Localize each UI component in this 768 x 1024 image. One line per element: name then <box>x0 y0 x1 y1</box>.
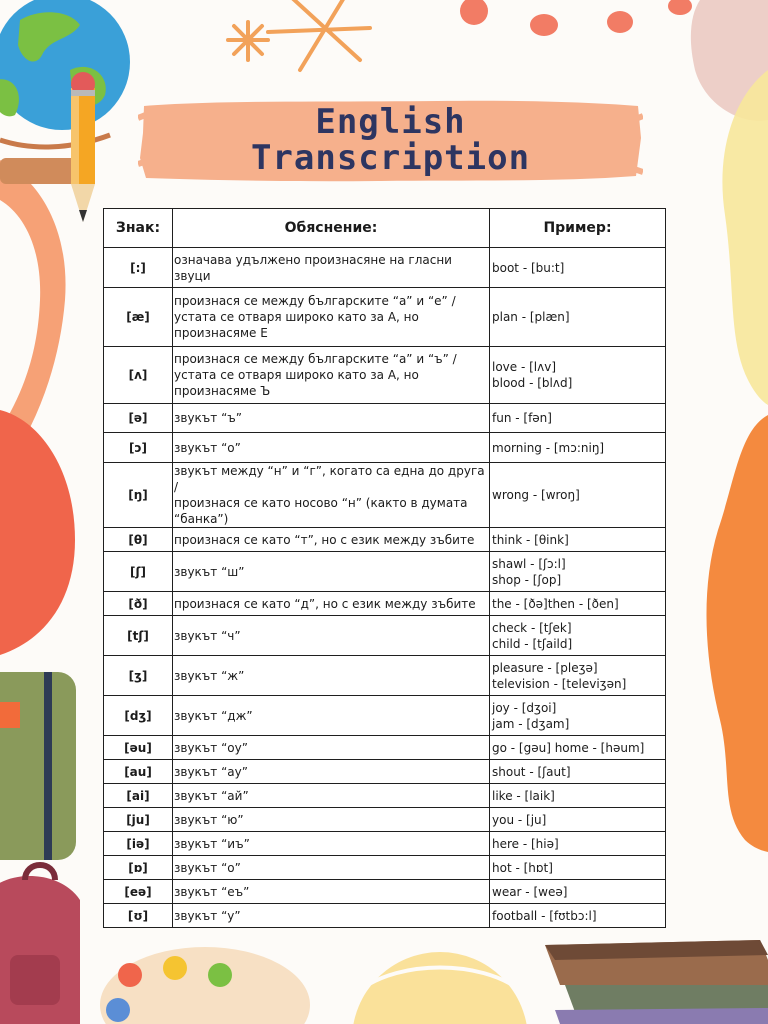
example-cell <box>490 760 666 784</box>
explanation-cell <box>173 760 490 784</box>
explanation-line: звукът “о” <box>174 440 241 455</box>
explanation-cell <box>173 404 490 433</box>
phonetic-symbol: [ʃ] <box>104 552 173 592</box>
example-cell <box>490 404 666 433</box>
example-line: think - [θink] <box>492 532 569 547</box>
example-line: plan - [plæn] <box>492 310 570 324</box>
explanation-cell <box>173 463 490 528</box>
explanation-line: звукът “ж” <box>174 668 245 683</box>
table-body <box>104 248 666 928</box>
example-cell <box>490 616 666 656</box>
phonetic-symbol: [eə] <box>104 880 173 904</box>
table-row <box>104 656 666 696</box>
coral-blob-left <box>0 410 75 655</box>
explanation-line: “банка”) <box>174 512 229 526</box>
explanation-line: звукът “ш” <box>174 564 245 579</box>
explanation-line: произнася се като носово “н” (както в думата <box>174 496 468 510</box>
explanation-line: звукът “ю” <box>174 812 244 827</box>
explanation-line: звукът “ч” <box>174 628 241 643</box>
explanation-line: звукът между “н” и “г”, когато са една до друга / <box>174 464 485 494</box>
coral-dot <box>530 14 558 36</box>
explanation-cell <box>173 616 490 656</box>
table-row <box>104 696 666 736</box>
phonetic-symbol: [ð] <box>104 592 173 616</box>
example-line: here - [hiə] <box>492 836 559 851</box>
example-line: joy - [dʒoi] <box>492 700 557 715</box>
explanation-cell <box>173 656 490 696</box>
example-line: fun - [fən] <box>492 411 552 425</box>
star-decoration <box>228 0 370 70</box>
phonetic-symbol: [θ] <box>104 528 173 552</box>
coral-dot <box>668 0 692 15</box>
explanation-cell <box>173 808 490 832</box>
explanation-line: произнася се между българските “а” и “е” / <box>174 294 456 308</box>
explanation-cell <box>173 347 490 404</box>
table-row <box>104 832 666 856</box>
table-row <box>104 760 666 784</box>
example-line: blood - [blʌd] <box>492 376 573 390</box>
explanation-cell <box>173 856 490 880</box>
books-illustration <box>545 940 768 1024</box>
explanation-line: звукът “еъ” <box>174 884 250 899</box>
pencil-illustration <box>71 72 95 222</box>
phonetic-symbol: [ʌ] <box>104 347 173 404</box>
explanation-cell <box>173 592 490 616</box>
example-line: shout - [ʃaut] <box>492 764 571 779</box>
example-cell <box>490 784 666 808</box>
example-cell <box>490 433 666 463</box>
header-example: Пример: <box>490 209 666 248</box>
explanation-line: звукът “ау” <box>174 764 248 779</box>
table-row <box>104 288 666 347</box>
table-row <box>104 528 666 552</box>
explanation-line: устата се отваря широко като за А, но <box>174 368 419 382</box>
explanation-line: звукът “иъ” <box>174 836 250 851</box>
example-cell <box>490 528 666 552</box>
table-row <box>104 404 666 433</box>
example-cell <box>490 288 666 347</box>
explanation-line: звукът “ъ” <box>174 411 242 425</box>
table-row <box>104 904 666 928</box>
example-line: like - [laik] <box>492 788 555 803</box>
example-cell <box>490 656 666 696</box>
explanation-line: звукът “у” <box>174 908 241 923</box>
example-cell <box>490 592 666 616</box>
coral-dot <box>460 0 488 25</box>
phonetic-symbol: [ʒ] <box>104 656 173 696</box>
table-row <box>104 736 666 760</box>
table-row <box>104 463 666 528</box>
phonetic-symbol: [ju] <box>104 808 173 832</box>
example-line: shop - [ʃop] <box>492 572 562 587</box>
explanation-cell <box>173 832 490 856</box>
example-line: boot - [bu:t] <box>492 260 565 275</box>
explanation-cell <box>173 736 490 760</box>
phonetic-symbol: [ə] <box>104 404 173 433</box>
explanation-line: означава удължено произнасяне на гласни <box>174 252 452 267</box>
explanation-line: звукът “ай” <box>174 788 249 803</box>
explanation-cell <box>173 904 490 928</box>
example-cell <box>490 808 666 832</box>
example-cell <box>490 248 666 288</box>
explanation-line: произнася се между българските “а” и “ъ” / <box>174 352 457 366</box>
example-line: check - [tʃek] <box>492 620 572 635</box>
explanation-line: звукът “о” <box>174 860 241 875</box>
explanation-line: звукът “дж” <box>174 708 253 723</box>
coral-dot <box>607 11 633 33</box>
example-line: hot - [hɒt] <box>492 860 553 875</box>
globe-illustration <box>0 0 130 184</box>
phonetic-symbol: [au] <box>104 760 173 784</box>
table-row <box>104 248 666 288</box>
example-line: pleasure - [pleʒə] <box>492 660 598 675</box>
example-cell <box>490 347 666 404</box>
example-line: wear - [weə] <box>492 884 568 899</box>
transcription-table <box>103 208 666 928</box>
phonetic-symbol: [ɔ] <box>104 433 173 463</box>
explanation-line: произнася се като “д”, но с език между зъбите <box>174 596 476 611</box>
example-cell <box>490 463 666 528</box>
phonetic-symbol: [iə] <box>104 832 173 856</box>
explanation-line: произнася се като “т”, но с език между зъбите <box>174 532 475 547</box>
explanation-cell <box>173 784 490 808</box>
example-cell <box>490 832 666 856</box>
phonetic-symbol: [ɒ] <box>104 856 173 880</box>
notebook-illustration <box>0 672 76 860</box>
explanation-line: произнасяме Ъ <box>174 384 271 398</box>
orange-blob-right <box>706 415 768 852</box>
explanation-cell <box>173 248 490 288</box>
phonetic-symbol: [:] <box>104 248 173 288</box>
explanation-line: произнасяме Е <box>174 326 268 340</box>
example-line: jam - [dʒam] <box>492 716 570 731</box>
example-line: morning - [mɔ:niŋ] <box>492 440 605 455</box>
phonetic-symbol: [dʒ] <box>104 696 173 736</box>
title-line-2: Transcription <box>250 138 531 178</box>
example-line: wrong - [wroŋ] <box>492 488 580 502</box>
pink-blob <box>691 0 768 121</box>
explanation-cell <box>173 433 490 463</box>
explanation-cell <box>173 528 490 552</box>
table-row <box>104 552 666 592</box>
example-cell <box>490 856 666 880</box>
explanation-line: устата се отваря широко като за А, но <box>174 310 419 324</box>
example-line: you - [ju] <box>492 812 547 827</box>
phonetic-symbol: [tʃ] <box>104 616 173 656</box>
example-line: shawl - [ʃɔ:l] <box>492 556 566 571</box>
explanation-cell <box>173 880 490 904</box>
example-line: love - [lʌv] <box>492 360 557 374</box>
table-row <box>104 592 666 616</box>
explanation-line: звукът “оу” <box>174 740 248 755</box>
example-line: the - [ðə]then - [ðen] <box>492 596 619 611</box>
example-cell <box>490 904 666 928</box>
example-cell <box>490 880 666 904</box>
sun-illustration <box>352 952 528 1024</box>
page-title <box>138 104 643 176</box>
example-line: go - [gəu] home - [həum] <box>492 740 645 755</box>
title-banner <box>138 98 643 184</box>
table-row <box>104 808 666 832</box>
orange-pipe <box>0 160 66 476</box>
phonetic-symbol: [ai] <box>104 784 173 808</box>
table-row <box>104 880 666 904</box>
explanation-line: звуци <box>174 268 211 283</box>
backpack-illustration <box>0 865 80 1024</box>
table-row <box>104 433 666 463</box>
table-header-row <box>104 209 666 248</box>
example-cell <box>490 552 666 592</box>
example-cell <box>490 696 666 736</box>
explanation-cell <box>173 696 490 736</box>
example-line: football - [fʊtbɔ:l] <box>492 908 597 923</box>
header-symbol: Знак: <box>104 209 173 248</box>
example-line: child - [tʃaild] <box>492 636 573 651</box>
table-row <box>104 856 666 880</box>
phonetic-symbol: [ʊ] <box>104 904 173 928</box>
example-line: television - [televiʒən] <box>492 676 627 691</box>
explanation-cell <box>173 552 490 592</box>
yellow-blob <box>722 70 768 405</box>
example-cell <box>490 736 666 760</box>
table-row <box>104 616 666 656</box>
phonetic-symbol: [æ] <box>104 288 173 347</box>
title-line-1: English <box>315 102 466 142</box>
explanation-cell <box>173 288 490 347</box>
header-explanation: Обяснение: <box>173 209 490 248</box>
phonetic-symbol: [ŋ] <box>104 463 173 528</box>
table-row <box>104 784 666 808</box>
palette-illustration <box>100 947 310 1024</box>
table-row <box>104 347 666 404</box>
phonetic-symbol: [əu] <box>104 736 173 760</box>
